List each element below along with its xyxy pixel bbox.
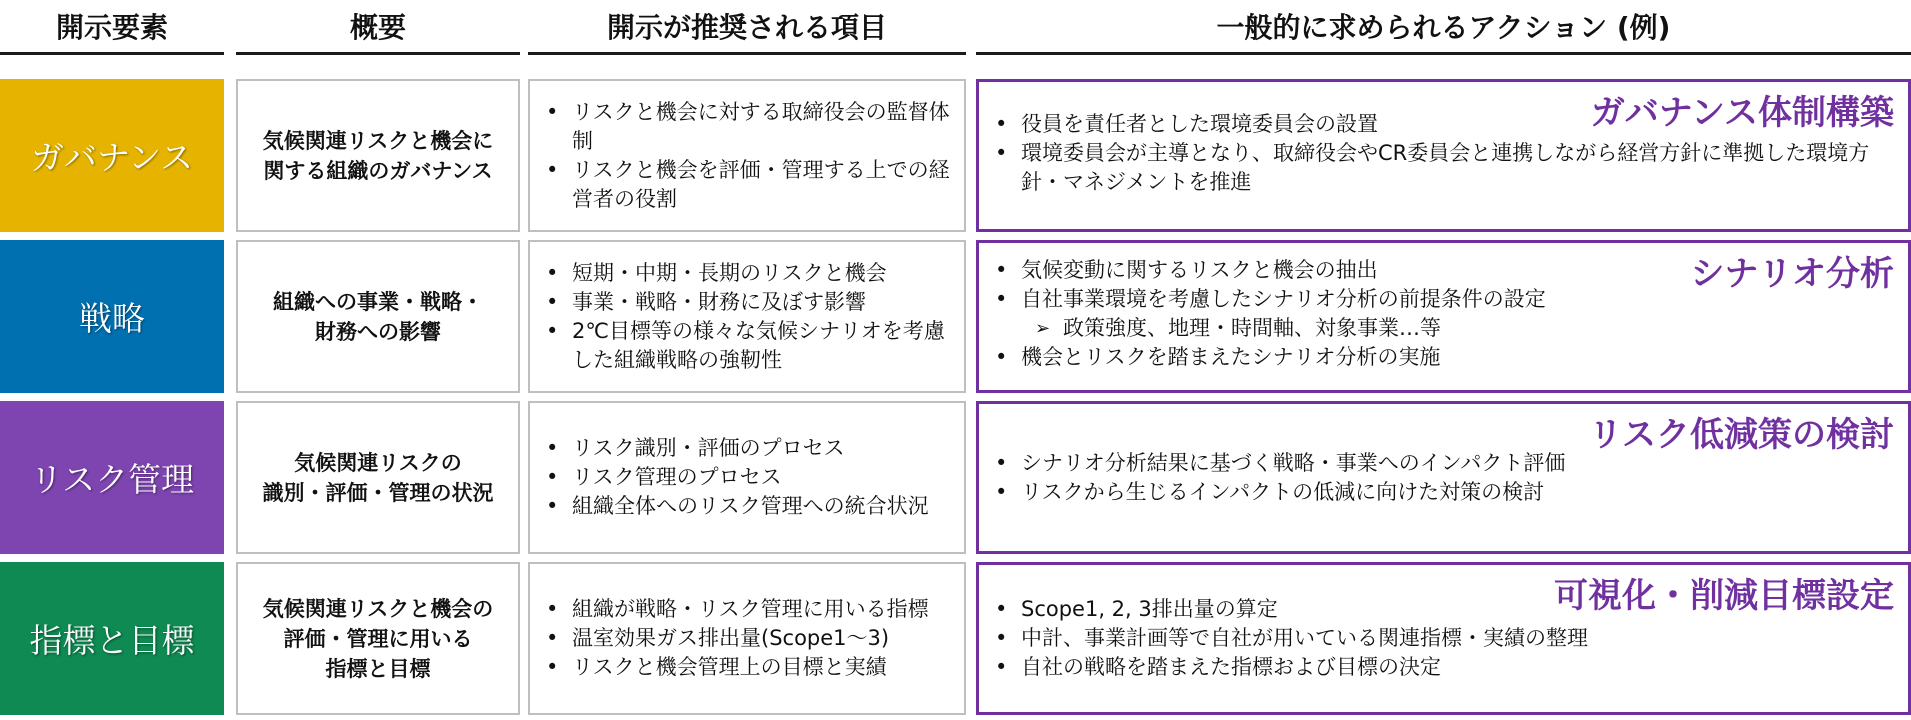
category-strategy: 戦略 xyxy=(0,240,224,393)
header-recommended-items: 開示が推奨される項目 xyxy=(528,0,966,55)
action-list-wrapper xyxy=(993,256,1894,372)
recommended-item: • 2℃目標等の様々な気候シナリオを考慮した組織戦略の強靭性 xyxy=(544,317,954,375)
recommended-item: • 組織全体へのリスク管理への統合状況 xyxy=(544,492,954,521)
overview-line: 財務への影響 xyxy=(315,319,441,344)
action-item: • 自社の戦略を踏まえた指標および目標の決定 xyxy=(993,653,1894,682)
action-item: • シナリオ分析結果に基づく戦略・事業へのインパクト評価 xyxy=(993,449,1894,478)
recommended-item: • 事業・戦略・財務に及ぼす影響 xyxy=(544,288,954,317)
overview-governance xyxy=(236,79,520,232)
recommended-item: • リスクと機会に対する取締役会の監督体制 xyxy=(544,98,954,156)
action-title: 可視化・削減目標設定 xyxy=(1554,576,1894,616)
overview-line: 評価・管理に用いる xyxy=(283,626,473,651)
action-item: • リスクから生じるインパクトの低減に向けた対策の検討 xyxy=(993,478,1894,507)
recommended-item: • リスク管理のプロセス xyxy=(544,463,954,492)
action-list-wrapper xyxy=(993,595,1894,682)
overview-risk-management xyxy=(236,401,520,554)
action-item: • 機会とリスクを踏まえたシナリオ分析の実施 xyxy=(993,343,1894,372)
action-list-wrapper xyxy=(993,110,1894,197)
recommended-item: • 短期・中期・長期のリスクと機会 xyxy=(544,259,954,288)
recommended-governance xyxy=(528,79,966,232)
header-actions: 一般的に求められるアクション (例) xyxy=(976,0,1911,55)
action-item: • 自社事業環境を考慮したシナリオ分析の前提条件の設定 xyxy=(993,285,1894,314)
action-box-governance xyxy=(976,79,1911,232)
overview-metrics-targets xyxy=(236,562,520,715)
recommended-metrics-targets xyxy=(528,562,966,715)
category-risk-management: リスク管理 xyxy=(0,401,224,554)
category-metrics-targets: 指標と目標 xyxy=(0,562,224,715)
row-metrics-targets xyxy=(0,562,1911,715)
overview-line: 指標と目標 xyxy=(325,656,431,681)
action-list-wrapper xyxy=(993,449,1894,507)
action-box-metrics-targets xyxy=(976,562,1911,715)
recommended-item: • リスク識別・評価のプロセス xyxy=(544,434,954,463)
action-item: • 環境委員会が主導となり、取締役会やCR委員会と連携しながら経営方針に準拠した環境方針・マネジメントを推進 xyxy=(993,139,1894,197)
overview-line: 気候関連リスクの xyxy=(294,450,462,475)
overview-line: 組織への事業・戦略・ xyxy=(273,289,483,314)
header-overview: 概要 xyxy=(236,0,520,55)
recommended-item: • 組織が戦略・リスク管理に用いる指標 xyxy=(544,595,954,624)
category-governance: ガバナンス xyxy=(0,79,224,232)
recommended-item: • リスクと機会を評価・管理する上での経営者の役割 xyxy=(544,156,954,214)
row-strategy xyxy=(0,240,1911,393)
action-box-strategy xyxy=(976,240,1911,393)
action-item: • 役員を責任者とした環境委員会の設置 xyxy=(993,110,1894,139)
recommended-item: • リスクと機会管理上の目標と実績 xyxy=(544,653,954,682)
action-title: ガバナンス体制構築 xyxy=(1590,93,1894,133)
header-disclosure-element: 開示要素 xyxy=(0,0,224,55)
action-subitem-text: 政策強度、地理・時間軸、対象事業…等 xyxy=(1063,316,1441,340)
action-item: • 中計、事業計画等で自社が用いている関連指標・実績の整理 xyxy=(993,624,1894,653)
row-governance xyxy=(0,79,1911,232)
recommended-risk-management xyxy=(528,401,966,554)
action-box-risk-management xyxy=(976,401,1911,554)
recommended-item: • 温室効果ガス排出量(Scope1～3) xyxy=(544,624,954,653)
action-subitem xyxy=(993,314,1894,343)
overview-line: 気候関連リスクと機会に xyxy=(262,128,494,153)
action-title: リスク低減策の検討 xyxy=(1588,415,1894,455)
overview-line: 関する組織のガバナンス xyxy=(263,158,493,183)
overview-line: 識別・評価・管理の状況 xyxy=(262,480,494,505)
overview-strategy xyxy=(236,240,520,393)
row-risk-management xyxy=(0,401,1911,554)
recommended-strategy xyxy=(528,240,966,393)
action-title: シナリオ分析 xyxy=(1690,254,1894,294)
action-item: • Scope1, 2, 3排出量の算定 xyxy=(993,595,1894,624)
arrowhead-icon: ➢ xyxy=(1035,318,1051,339)
action-item: • 気候変動に関するリスクと機会の抽出 xyxy=(993,256,1894,285)
overview-line: 気候関連リスクと機会の xyxy=(262,596,494,621)
